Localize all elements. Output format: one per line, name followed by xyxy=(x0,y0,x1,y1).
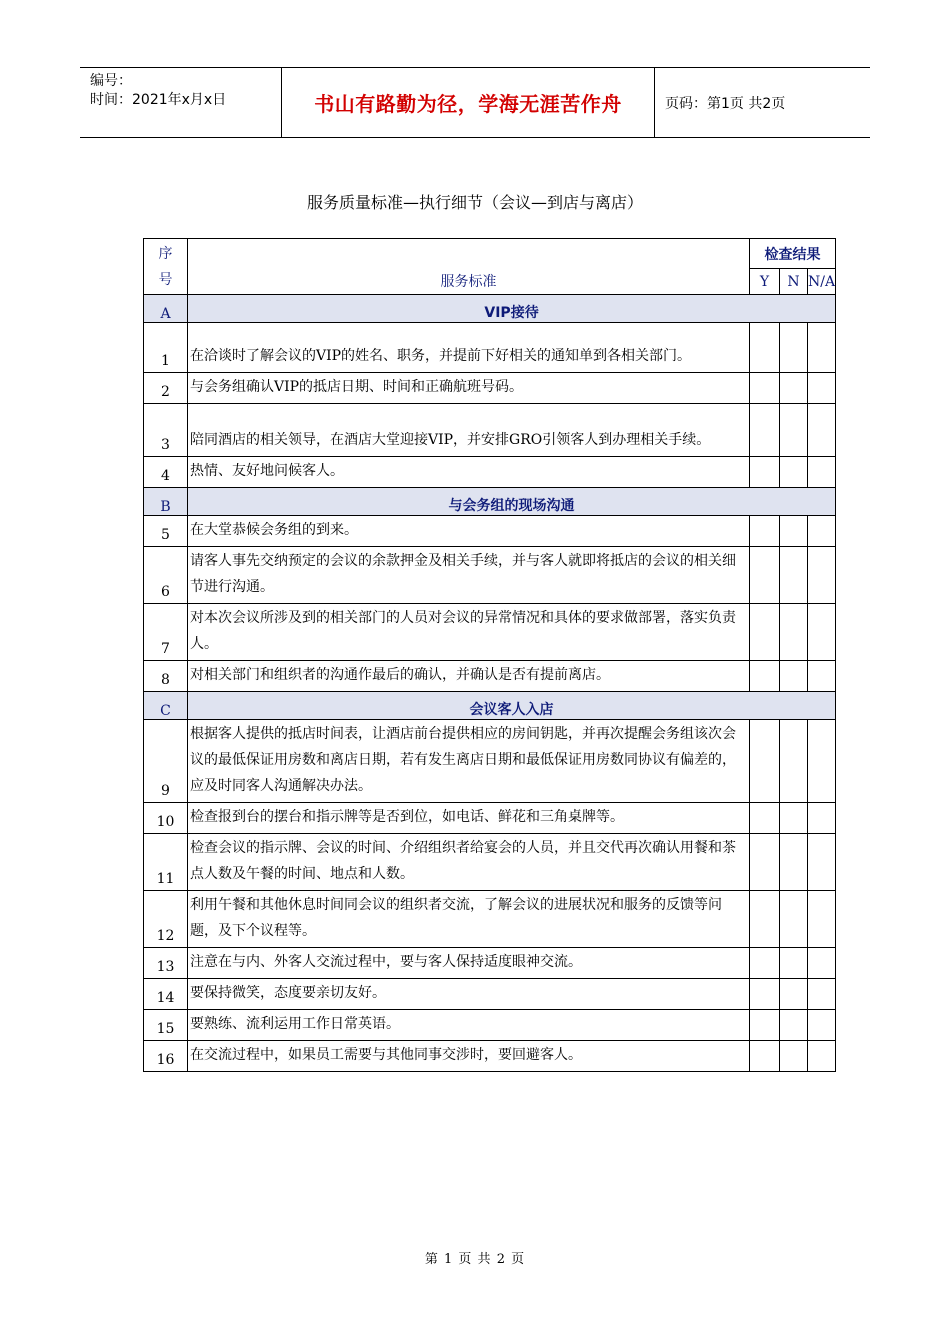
result-checkbox-n[interactable] xyxy=(780,516,808,547)
row-standard-text: 要保持微笑，态度要亲切友好。 xyxy=(188,979,750,1010)
result-checkbox-y[interactable] xyxy=(750,547,780,604)
result-checkbox-na[interactable] xyxy=(808,547,836,604)
result-checkbox-y[interactable] xyxy=(750,1010,780,1041)
table-row xyxy=(144,803,836,834)
row-standard-text: 检查会议的指示牌、会议的时间、介绍组织者给宴会的人员，并且交代再次确认用餐和茶点人数及午餐的时间、地点和人数。 xyxy=(188,834,750,891)
table-row xyxy=(144,547,836,604)
section-name: 会议客人入店 xyxy=(188,692,836,720)
table-row xyxy=(144,891,836,948)
row-standard-text: 要熟练、流利运用工作日常英语。 xyxy=(188,1010,750,1041)
table-row xyxy=(144,373,836,404)
col-header-result: 检查结果 xyxy=(750,239,836,269)
row-number: 14 xyxy=(144,979,188,1010)
col-header-y: Y xyxy=(750,269,780,295)
result-checkbox-y[interactable] xyxy=(750,834,780,891)
table-row xyxy=(144,457,836,488)
result-checkbox-n[interactable] xyxy=(780,979,808,1010)
row-number: 12 xyxy=(144,891,188,948)
result-checkbox-na[interactable] xyxy=(808,457,836,488)
row-standard-text: 检查报到台的摆台和指示牌等是否到位，如电话、鲜花和三角桌牌等。 xyxy=(188,803,750,834)
row-number: 10 xyxy=(144,803,188,834)
result-checkbox-na[interactable] xyxy=(808,891,836,948)
header-meta xyxy=(80,68,281,137)
row-number: 1 xyxy=(144,323,188,373)
table-header-row-1 xyxy=(144,239,836,269)
result-checkbox-na[interactable] xyxy=(808,803,836,834)
row-number: 7 xyxy=(144,604,188,661)
page-footer: 第 1 页 共 2 页 xyxy=(424,1252,526,1267)
table-row xyxy=(144,516,836,547)
section-name: 与会务组的现场沟通 xyxy=(188,488,836,516)
row-number: 13 xyxy=(144,948,188,979)
result-checkbox-na[interactable] xyxy=(808,1041,836,1072)
row-standard-text: 陪同酒店的相关领导，在酒店大堂迎接VIP，并安排GRO引领客人到办理相关手续。 xyxy=(188,404,750,457)
row-standard-text: 对本次会议所涉及到的相关部门的人员对会议的异常情况和具体的要求做部署，落实负责人。 xyxy=(188,604,750,661)
result-checkbox-na[interactable] xyxy=(808,1010,836,1041)
result-checkbox-n[interactable] xyxy=(780,323,808,373)
col-header-na: N/A xyxy=(808,269,836,295)
section-code: A xyxy=(144,295,188,323)
row-number: 16 xyxy=(144,1041,188,1072)
row-number: 2 xyxy=(144,373,188,404)
result-checkbox-y[interactable] xyxy=(750,803,780,834)
header-motto: 书山有路勤为径，学海无涯苦作舟 xyxy=(281,68,655,137)
row-standard-text: 对相关部门和组织者的沟通作最后的确认，并确认是否有提前离店。 xyxy=(188,661,750,692)
row-standard-text: 注意在与内、外客人交流过程中，要与客人保持适度眼神交流。 xyxy=(188,948,750,979)
row-number: 9 xyxy=(144,720,188,803)
row-number: 6 xyxy=(144,547,188,604)
page-header xyxy=(80,67,870,138)
table-row xyxy=(144,979,836,1010)
result-checkbox-na[interactable] xyxy=(808,516,836,547)
result-checkbox-na[interactable] xyxy=(808,720,836,803)
section-code: B xyxy=(144,488,188,516)
section-row xyxy=(144,692,836,720)
row-number: 8 xyxy=(144,661,188,692)
result-checkbox-n[interactable] xyxy=(780,834,808,891)
col-header-no-text: 序号 xyxy=(158,245,173,288)
row-number: 15 xyxy=(144,1010,188,1041)
result-checkbox-na[interactable] xyxy=(808,661,836,692)
row-standard-text: 利用午餐和其他休息时间同会议的组织者交流，了解会议的进展状况和服务的反馈等问题，及下个议程等。 xyxy=(188,891,750,948)
document-time-label: 时间：2021年x月x日 xyxy=(90,92,227,108)
result-checkbox-na[interactable] xyxy=(808,323,836,373)
section-code: C xyxy=(144,692,188,720)
result-checkbox-y[interactable] xyxy=(750,1041,780,1072)
result-checkbox-na[interactable] xyxy=(808,948,836,979)
header-page-info: 页码：第1页 共2页 xyxy=(665,95,786,112)
table-row xyxy=(144,1041,836,1072)
row-standard-text: 在洽谈时了解会议的VIP的姓名、职务，并提前下好相关的通知单到各相关部门。 xyxy=(188,323,750,373)
table-row xyxy=(144,1010,836,1041)
section-row xyxy=(144,295,836,323)
row-standard-text: 请客人事先交纳预定的会议的余款押金及相关手续，并与客人就即将抵店的会议的相关细节进行沟通。 xyxy=(188,547,750,604)
result-checkbox-n[interactable] xyxy=(780,547,808,604)
result-checkbox-y[interactable] xyxy=(750,948,780,979)
result-checkbox-n[interactable] xyxy=(780,661,808,692)
result-checkbox-n[interactable] xyxy=(780,373,808,404)
result-checkbox-n[interactable] xyxy=(780,720,808,803)
result-checkbox-na[interactable] xyxy=(808,834,836,891)
row-number: 3 xyxy=(144,404,188,457)
result-checkbox-y[interactable] xyxy=(750,373,780,404)
row-number: 11 xyxy=(144,834,188,891)
table-row xyxy=(144,948,836,979)
result-checkbox-na[interactable] xyxy=(808,404,836,457)
row-standard-text: 在交流过程中，如果员工需要与其他同事交涉时，要回避客人。 xyxy=(188,1041,750,1072)
document-number-label: 编号： xyxy=(90,73,132,89)
result-checkbox-n[interactable] xyxy=(780,404,808,457)
result-checkbox-y[interactable] xyxy=(750,604,780,661)
result-checkbox-y[interactable] xyxy=(750,323,780,373)
result-checkbox-n[interactable] xyxy=(780,948,808,979)
document-title: 服务质量标准—执行细节（会议—到店与离店） xyxy=(306,193,643,212)
row-standard-text: 根据客人提供的抵店时间表，让酒店前台提供相应的房间钥匙，并再次提醒会务组该次会议的最低保证用房数和离店日期，若有发生离店日期和最低保证用房数同协议有偏差的，应及时同客人沟通解决办法。 xyxy=(188,720,750,803)
result-checkbox-n[interactable] xyxy=(780,457,808,488)
result-checkbox-na[interactable] xyxy=(808,373,836,404)
result-checkbox-y[interactable] xyxy=(750,891,780,948)
result-checkbox-y[interactable] xyxy=(750,661,780,692)
result-checkbox-n[interactable] xyxy=(780,1041,808,1072)
section-name: VIP接待 xyxy=(188,295,836,323)
result-checkbox-y[interactable] xyxy=(750,516,780,547)
row-number: 5 xyxy=(144,516,188,547)
section-row xyxy=(144,488,836,516)
service-checklist-table xyxy=(143,238,836,1072)
result-checkbox-na[interactable] xyxy=(808,604,836,661)
result-checkbox-n[interactable] xyxy=(780,803,808,834)
result-checkbox-n[interactable] xyxy=(780,604,808,661)
table-row xyxy=(144,834,836,891)
table-row xyxy=(144,323,836,373)
row-standard-text: 与会务组确认VIP的抵店日期、时间和正确航班号码。 xyxy=(188,373,750,404)
table-row xyxy=(144,720,836,803)
result-checkbox-n[interactable] xyxy=(780,891,808,948)
col-header-n: N xyxy=(780,269,808,295)
result-checkbox-y[interactable] xyxy=(750,404,780,457)
row-number: 4 xyxy=(144,457,188,488)
col-header-standard: 服务标准 xyxy=(188,239,750,295)
result-checkbox-y[interactable] xyxy=(750,720,780,803)
row-standard-text: 热情、友好地问候客人。 xyxy=(188,457,750,488)
result-checkbox-y[interactable] xyxy=(750,979,780,1010)
result-checkbox-y[interactable] xyxy=(750,457,780,488)
result-checkbox-n[interactable] xyxy=(780,1010,808,1041)
table-row xyxy=(144,404,836,457)
table-row xyxy=(144,604,836,661)
row-standard-text: 在大堂恭候会务组的到来。 xyxy=(188,516,750,547)
table-row xyxy=(144,661,836,692)
col-header-no xyxy=(144,239,188,295)
result-checkbox-na[interactable] xyxy=(808,979,836,1010)
